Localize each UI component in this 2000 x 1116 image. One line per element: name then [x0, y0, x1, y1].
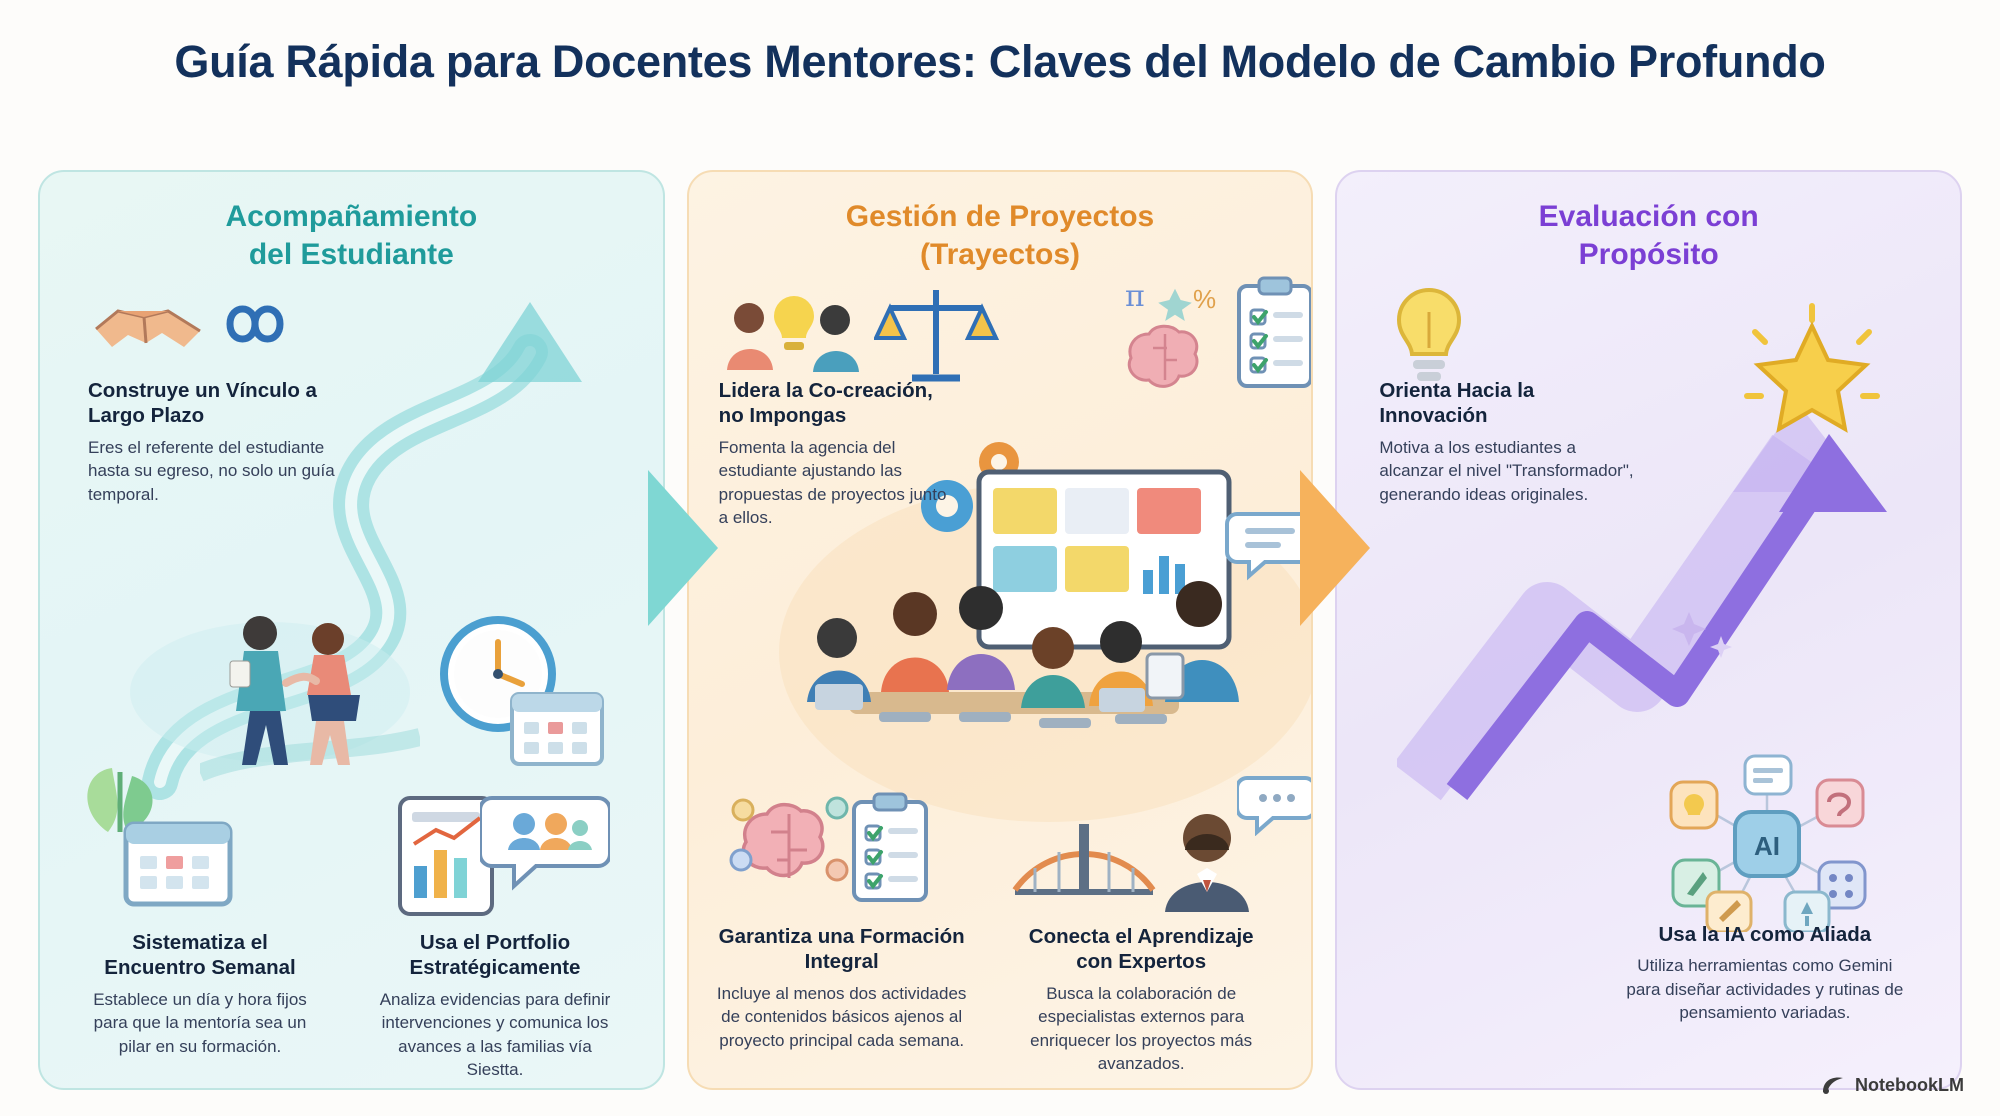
block-text: Busca la colaboración de especialistas externos para enriquecer los proyectos más avanzados.: [1030, 983, 1253, 1074]
block-portfolio: [370, 930, 620, 1082]
block-text: Motiva a los estudiantes a alcanzar el nivel "Transformador", generando ideas originales.: [1379, 437, 1634, 504]
column-heading-line1: Gestión de Proyectos: [845, 200, 1155, 233]
column-heading-line1: Evaluación con: [1538, 200, 1759, 233]
brain-icon: [725, 788, 855, 906]
block-title: Conecta el Aprendizaje con Expertos: [1028, 925, 1254, 974]
bridge-icon: [1009, 812, 1159, 912]
block-title: Garantiza una Formación Integral: [718, 925, 965, 974]
notebooklm-logo-icon: [1820, 1074, 1846, 1096]
watermark-label: NotebookLM: [1855, 1074, 1964, 1095]
column-heading: [689, 172, 1312, 275]
people-idea-icon: [719, 284, 869, 384]
block-title: Sistematiza el Encuentro Semanal: [104, 931, 296, 980]
connector-arrow-1: [648, 470, 718, 626]
block-vinculo: [88, 378, 338, 506]
star-icon: [1737, 300, 1887, 450]
column-acompanamiento: [38, 170, 665, 1090]
column-evaluacion: [1335, 170, 1962, 1090]
block-text: Analiza evidencias para definir intervenciones y comunica los avances a las familias vía Siestta.: [379, 989, 611, 1080]
block-expertos: [1009, 924, 1274, 1076]
column-heading: [40, 172, 663, 275]
block-formacion-integral: [717, 924, 967, 1052]
svg-text:%: %: [1192, 284, 1216, 314]
handshake-icon: [88, 287, 208, 367]
family-chat-icon: [480, 784, 610, 894]
column-heading-line2: (Trayectos): [919, 238, 1081, 272]
svg-text:AI: AI: [1754, 831, 1781, 861]
column-gestion: [687, 170, 1314, 1090]
infinity-icon: [210, 292, 300, 356]
block-title: Lidera la Co-creación, no Impongas: [718, 379, 933, 428]
column-heading-line1: Acompañamiento: [225, 200, 478, 233]
block-title: Construye un Vínculo a Largo Plazo: [88, 379, 317, 428]
svg-text:π: π: [1124, 279, 1145, 314]
connector-arrow-2: [1300, 470, 1370, 626]
brain-science-icon: [1119, 272, 1229, 392]
speech-bubble-icon: [1237, 772, 1314, 836]
column-heading: [1337, 172, 1960, 275]
students-walking-icon: [200, 587, 420, 787]
block-title: Usa la IA como Aliada: [1658, 923, 1872, 946]
block-title: Usa el Portfolio Estratégicamente: [409, 931, 581, 980]
block-encuentro-semanal: [80, 930, 320, 1058]
block-innovacion: [1379, 378, 1639, 506]
column-heading-line2: del Estudiante: [248, 238, 454, 272]
column-heading-line2: Propósito: [1578, 238, 1719, 272]
page-title: Guía Rápida para Docentes Mentores: Claves del Modelo de Cambio Profundo: [174, 36, 1826, 87]
ai-hub-icon: [1627, 752, 1907, 932]
columns-container: [38, 170, 1962, 1090]
block-co-creacion: [719, 378, 959, 530]
calendar-icon: [120, 812, 238, 912]
block-text: Fomenta la agencia del estudiante ajustando las propuestas de proyectos junto a ellos.: [718, 437, 947, 528]
clipboard-check-icon: [1229, 274, 1314, 396]
block-text: Eres el referente del estudiante hasta su egreso, no solo un guía temporal.: [88, 437, 335, 504]
block-title: Orienta Hacia la Innovación: [1379, 379, 1535, 428]
block-text: Utiliza herramientas como Gemini para diseñar actividades y rutinas de pensamiento variadas.: [1626, 956, 1904, 1023]
block-text: Establece un día y hora fijos para que la mentoría sea un pilar en su formación.: [93, 989, 307, 1056]
calendar-icon: [508, 684, 608, 770]
block-ia-aliada: [1622, 922, 1907, 1025]
balance-scale-icon: [874, 280, 999, 392]
sparkle-icon: [1669, 602, 1739, 672]
block-text: Incluye al menos dos actividades de contenidos básicos ajenos al proyecto principal cada semana.: [716, 983, 967, 1050]
watermark: [1820, 1074, 1964, 1096]
checklist-icon: [844, 792, 936, 910]
